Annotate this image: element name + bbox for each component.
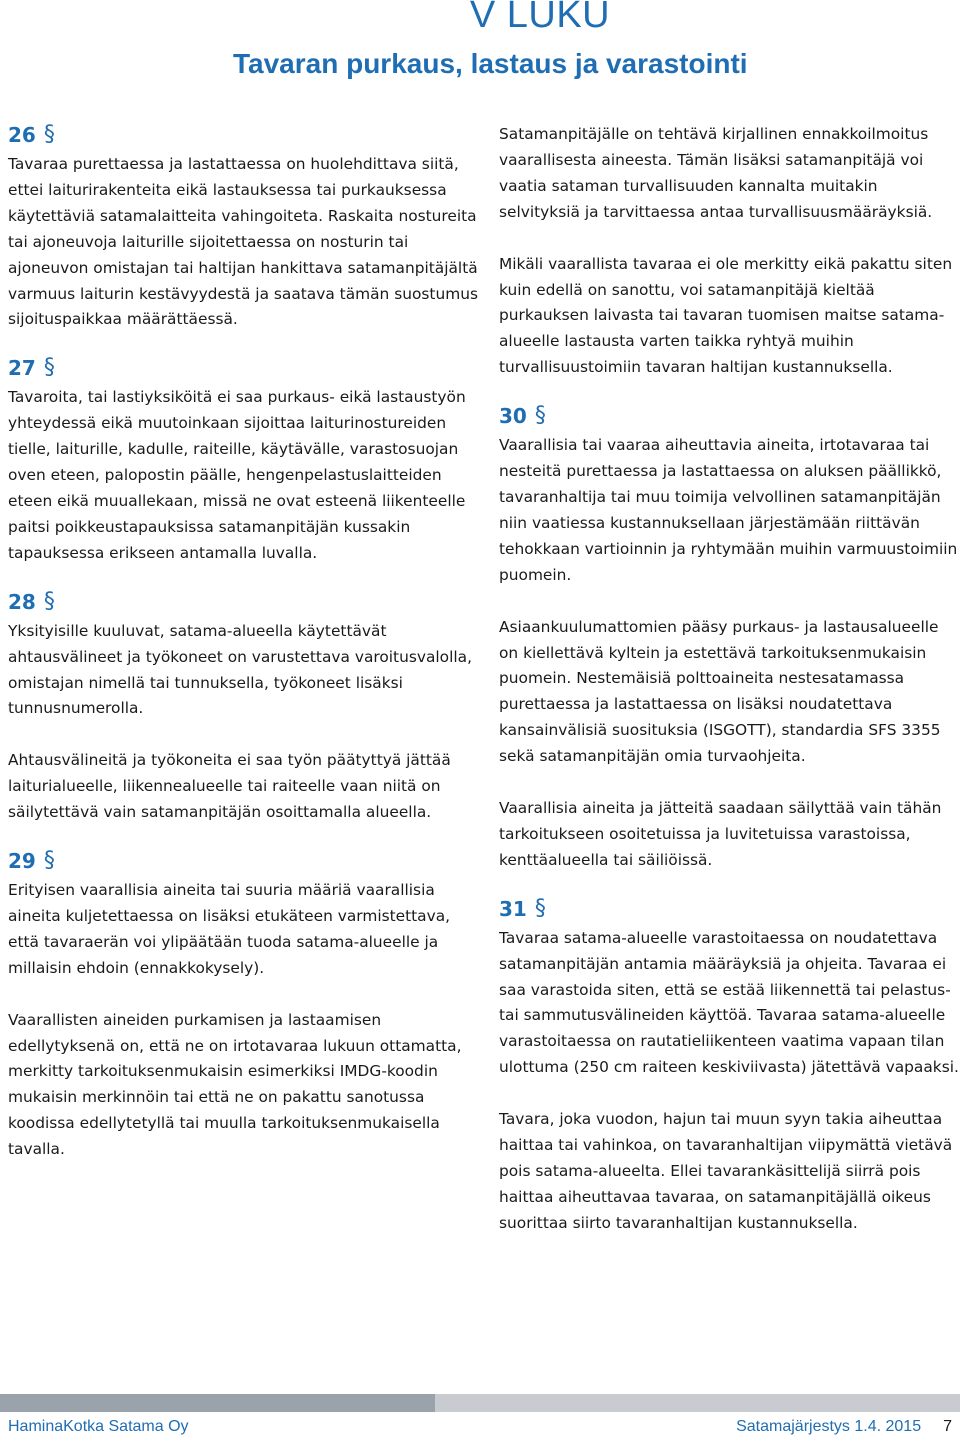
section-27-paragraph: Tavaroita, tai lastiyksiköitä ei saa purkaus- eikä lastaustyön yhteydessä eikä muutoinkaan sijoittaa laiturinostureiden tielle, laiturille, kadulle, raiteille, käytävälle, varastosuojan oven eteen, palopostin päälle, hengenpelastuslaitteiden eteen eikä muuallekaan, missä ne ovat esteenä liikenteelle paitsi poikkeustapauksissa satamanpitäjän kussakin tapauksessa erikseen antamalla luvalla.: [8, 388, 466, 562]
section-27-heading: [8, 355, 478, 381]
page-number: 7: [943, 1418, 952, 1435]
footer-bar-accent: [0, 1394, 435, 1412]
section-symbol: §: [43, 588, 55, 614]
section-29-paragraph-1: Erityisen vaarallisia aineita tai suuria määriä vaarallisia aineita kuljetettaessa on lisäksi etukäteen varmistettava, että tavaraerän voi ylipäätään tuoda satama-alueelle ja millaisin ehdoin (ennakkokysely).: [8, 881, 451, 977]
section-31-heading: [499, 896, 959, 922]
section-symbol: §: [534, 403, 546, 429]
chapter-heading: V LUKU: [469, 0, 611, 36]
chapter-title: Tavaran purkaus, lastaus ja varastointi: [233, 48, 748, 79]
section-26-heading: [8, 122, 478, 148]
section-28-paragraph-2: Ahtausvälineitä ja työkoneita ei saa työn päätyttyä jättää laiturialueelle, liikennealueelle tai raiteelle vaan niitä on säilytettävä vain satamanpitäjän osoittamalla alueella.: [8, 751, 451, 822]
section-symbol: §: [43, 848, 55, 874]
section-number: 29: [8, 849, 36, 874]
section-number: 31: [499, 896, 527, 921]
section-30-heading: [499, 403, 959, 429]
section-29-paragraph-4: Mikäli vaarallista tavaraa ei ole merkitty eikä pakattu siten kuin edellä on sanottu, voi satamanpitäjä kieltää purkauksen laivasta tai tavaran tuomisen maitse satama-alueelle lastausta varten taikka ryhtyä muihin turvallisuustoimiin tavaran haltijan kustannuksella.: [499, 254, 953, 377]
section-30-paragraph-1: Vaarallisia tai vaaraa aiheuttavia aineita, irtotavaraa tai nesteitä purettaessa ja lastattaessa on aluksen päällikkö, tavaranhaltija tai muu toimija velvollinen satamanpitäjän niin vaatiessa kustannuksellaan järjestämään riittävän tehokkaan vartioinnin ja ryhtymään muihin varmuustoimiin puomein.: [499, 436, 958, 584]
section-31-paragraph-2: Tavara, joka vuodon, hajun tai muun syyn takia aiheuttaa haittaa tai vahinkoa, on tavaranhaltijan viipymättä vietävä pois satama-alueelta. Ellei tavarankäsittelijä siirrä pois haittaa aiheuttavaa tavaraa, on satamanpitäjällä oikeus suorittaa siirto tavaranhaltijan kustannuksella.: [499, 1110, 953, 1232]
footer-company: HaminaKotka Satama Oy: [8, 1418, 189, 1435]
left-column: [8, 122, 478, 1189]
section-30-paragraph-2: Asiaankuulumattomien pääsy purkaus- ja lastausalueelle on kiellettävä kyltein ja estettävä tarkoituksenmukaisin puomein. Nestemäisiä polttoaineita nestesatamassa purettaessa ja lastattaessa on lisäksi noudatettava kansainvälisiä suosituksia (ISGOTT), standardia SFS 3355 sekä satamanpitäjän omia turvaohjeita.: [499, 617, 941, 766]
section-28-paragraph-1: Yksityisille kuuluvat, satama-alueella käytettävät ahtausvälineet ja työkoneet on varustettava varoitusvalolla, omistajan nimellä tai tunnuksella, työkoneet lisäksi tunnusnumerolla.: [8, 621, 472, 718]
section-symbol: §: [534, 895, 546, 921]
footer-document: Satamajärjestys 1.4. 2015: [736, 1418, 922, 1435]
section-29-heading: [8, 848, 478, 874]
section-29-paragraph-2: Vaarallisten aineiden purkamisen ja lastaamisen edellytyksenä on, että ne on irtotavaraa lukuun ottamatta, merkitty tarkoituksenmukaisin esimerkiksi IMDG-koodin mukaisin merkinnöin tai että ne on pakattu sanotussa koodissa edellytetyllä tai muulla tarkoituksenmukaisella tavalla.: [8, 1010, 462, 1159]
section-number: 28: [8, 589, 36, 614]
section-30-paragraph-3: Vaarallisia aineita ja jätteitä saadaan säilyttää vain tähän tarkoitukseen osoitetuissa ja luvitetuissa varastoissa, kenttäalueella tai säiliöissä.: [499, 799, 942, 869]
footer-info: [736, 1418, 952, 1436]
section-symbol: §: [43, 355, 55, 381]
section-26-paragraph: Tavaraa purettaessa ja lastattaessa on huolehdittava siitä, ettei laiturirakenteita eikä lastauksessa tai purkauksessa käytettäviä satamalaitteita vahingoiteta. Raskaita nostureita tai ajoneuvoja laiturille sijoitettaessa on nosturin tai ajoneuvon omistajan tai haltijan hankittava satamanpitäjältä varmuus laiturin kestävyydestä ja saatava tämän suostumus sijoituspaikkaa määrättäessä.: [8, 155, 478, 329]
section-number: 27: [8, 356, 36, 381]
section-number: 26: [8, 123, 36, 147]
section-symbol: §: [43, 122, 55, 147]
right-column: [499, 122, 959, 1263]
section-28-heading: [8, 589, 478, 615]
section-31-paragraph-1: Tavaraa satama-alueelle varastoitaessa on noudatettava satamanpitäjän antamia määräyksiä ja ohjeita. Tavaraa ei saa varastoida siten, että se estää liikennettä tai pelastus- tai sammutusvälineiden käyttöä. Tavaraa satama-alueelle varastoitaessa on rautatieliikenteen vaatima vapaan tilan ulottuma (250 cm raiteen keskiviivasta) jätettävä vapaaksi.: [499, 928, 959, 1077]
section-29-paragraph-3: Satamanpitäjälle on tehtävä kirjallinen ennakkoilmoitus vaarallisesta aineesta. Tämän lisäksi satamanpitäjä voi vaatia sataman turvallisuuden kannalta muitakin selvityksiä ja tarvittaessa antaa turvallisuusmääräyksiä.: [499, 125, 933, 221]
section-number: 30: [499, 404, 527, 429]
